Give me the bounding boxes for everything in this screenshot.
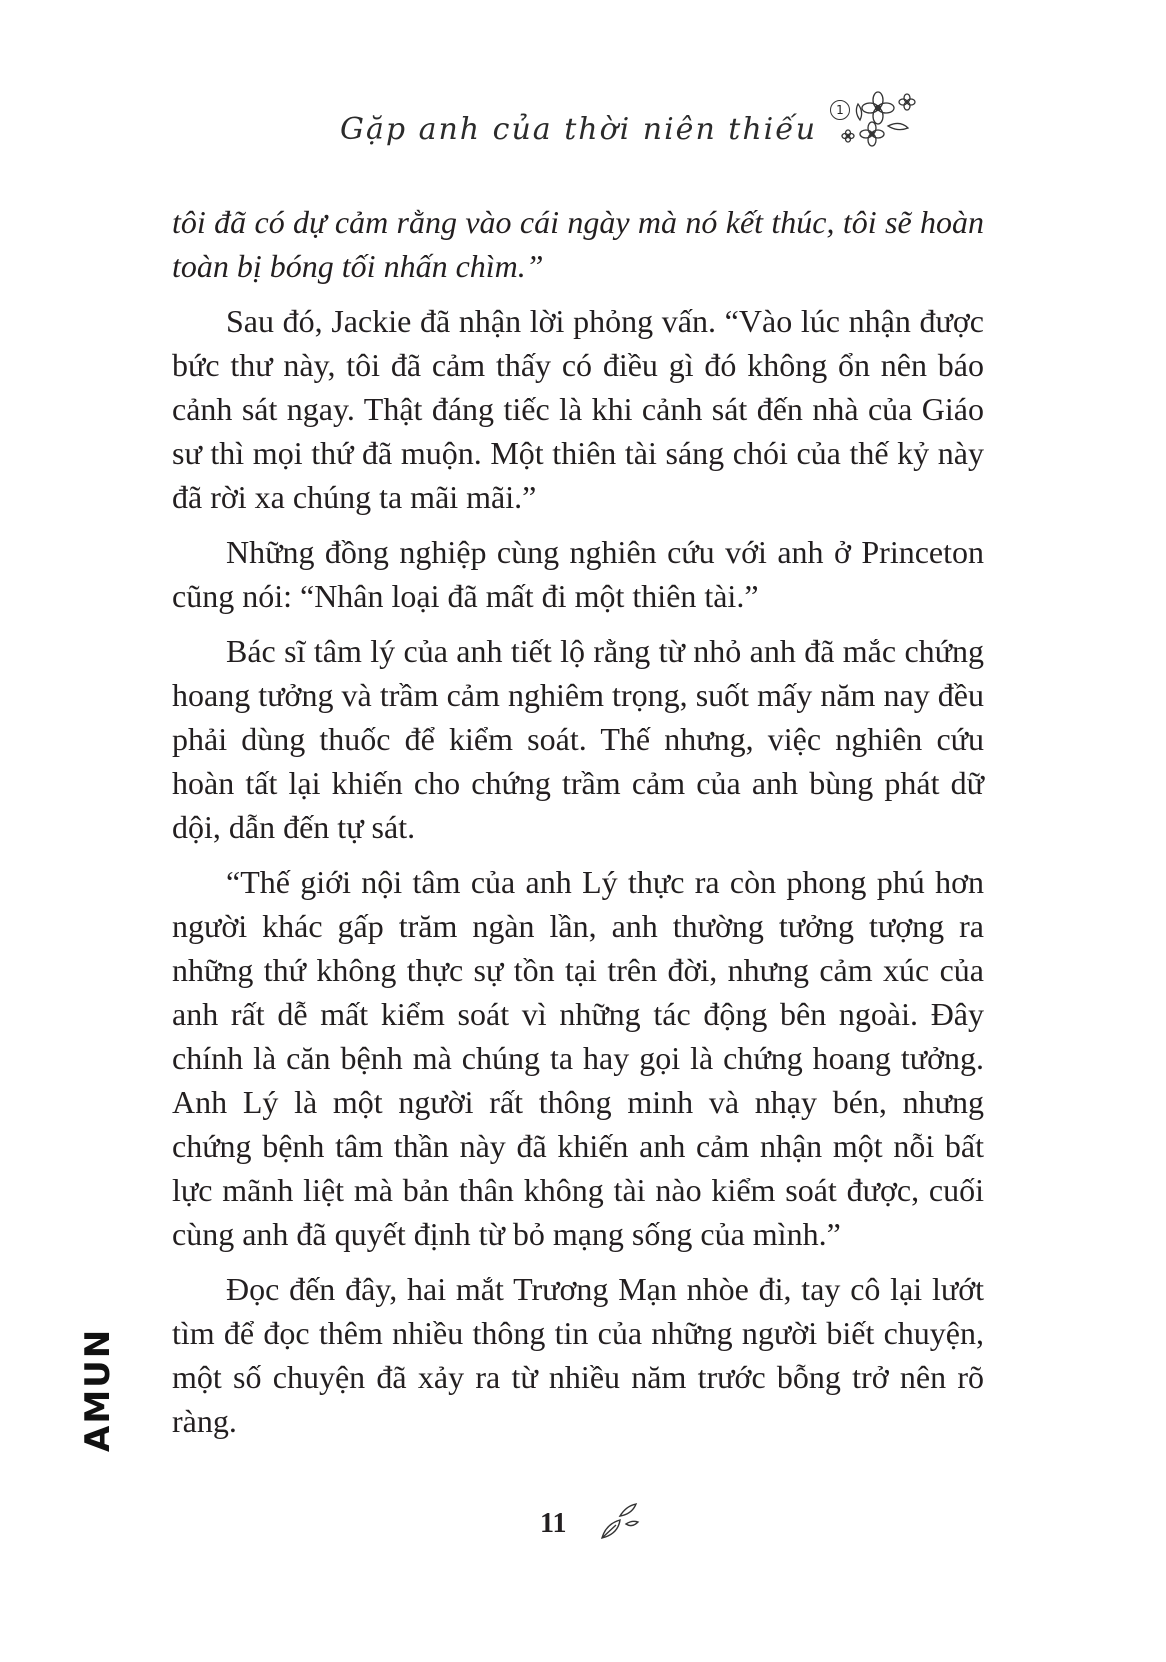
flower-ornament-icon bbox=[800, 90, 920, 160]
paragraph: Sau đó, Jackie đã nhận lời phỏng vấn. “Vào lúc nhận được bức thư này, tôi đã cảm thấy có điều gì đó không ổn nên báo cảnh sát ngay. Thật đáng tiếc là khi cảnh sát đến nhà của Giáo sư thì mọi thứ đã muộn. Một thiên tài sáng chói của thế kỷ này đã rời xa chúng ta mãi mãi.” bbox=[172, 303, 984, 515]
book-title: Gặp anh của thời niên thiếu bbox=[340, 112, 818, 147]
body-text bbox=[172, 200, 984, 1454]
paragraph: Những đồng nghiệp cùng nghiên cứu với anh ở Princeton cũng nói: “Nhân loại đã mất đi một thiên tài.” bbox=[172, 534, 984, 614]
page-number: 11 bbox=[540, 1508, 567, 1539]
leaf-ornament-icon bbox=[596, 1498, 642, 1544]
publisher-logo: AMUN bbox=[78, 1327, 118, 1452]
paragraph: Đọc đến đây, hai mắt Trương Mạn nhòe đi, tay cô lại lướt tìm để đọc thêm nhiều thông tin của những người biết chuyện, một số chuyện đã xảy ra từ nhiều năm trước bỗng trở nên rõ ràng. bbox=[172, 1271, 984, 1439]
paragraph: tôi đã có dự cảm rằng vào cái ngày mà nó kết thúc, tôi sẽ hoàn toàn bị bóng tối nhấn chìm.” bbox=[172, 204, 984, 284]
paragraph: “Thế giới nội tâm của anh Lý thực ra còn phong phú hơn người khác gấp trăm ngàn lần, anh thường tưởng tượng ra những thứ không thực sự tồn tại trên đời, nhưng cảm xúc của anh rất dễ mất kiểm soát vì những tác động bên ngoài. Đây chính là căn bệnh mà chúng ta hay gọi là chứng hoang tưởng. Anh Lý là một người rất thông minh và nhạy bén, nhưng chứng bệnh tâm thần này đã khiến anh cảm nhận một nỗi bất lực mãnh liệt mà bản thân không tài nào kiểm soát được, cuối cùng anh đã quyết định từ bỏ mạng sống của mình.” bbox=[172, 864, 984, 1252]
volume-badge: 1 bbox=[830, 100, 850, 120]
running-header bbox=[340, 90, 930, 190]
paragraph: Bác sĩ tâm lý của anh tiết lộ rằng từ nhỏ anh đã mắc chứng hoang tưởng và trầm cảm nghiêm trọng, suốt mấy năm nay đều phải dùng thuốc để kiểm soát. Thế nhưng, việc nghiên cứu hoàn tất lại khiến cho chứng trầm cảm của anh bùng phát dữ dội, dẫn đến tự sát. bbox=[172, 633, 984, 845]
